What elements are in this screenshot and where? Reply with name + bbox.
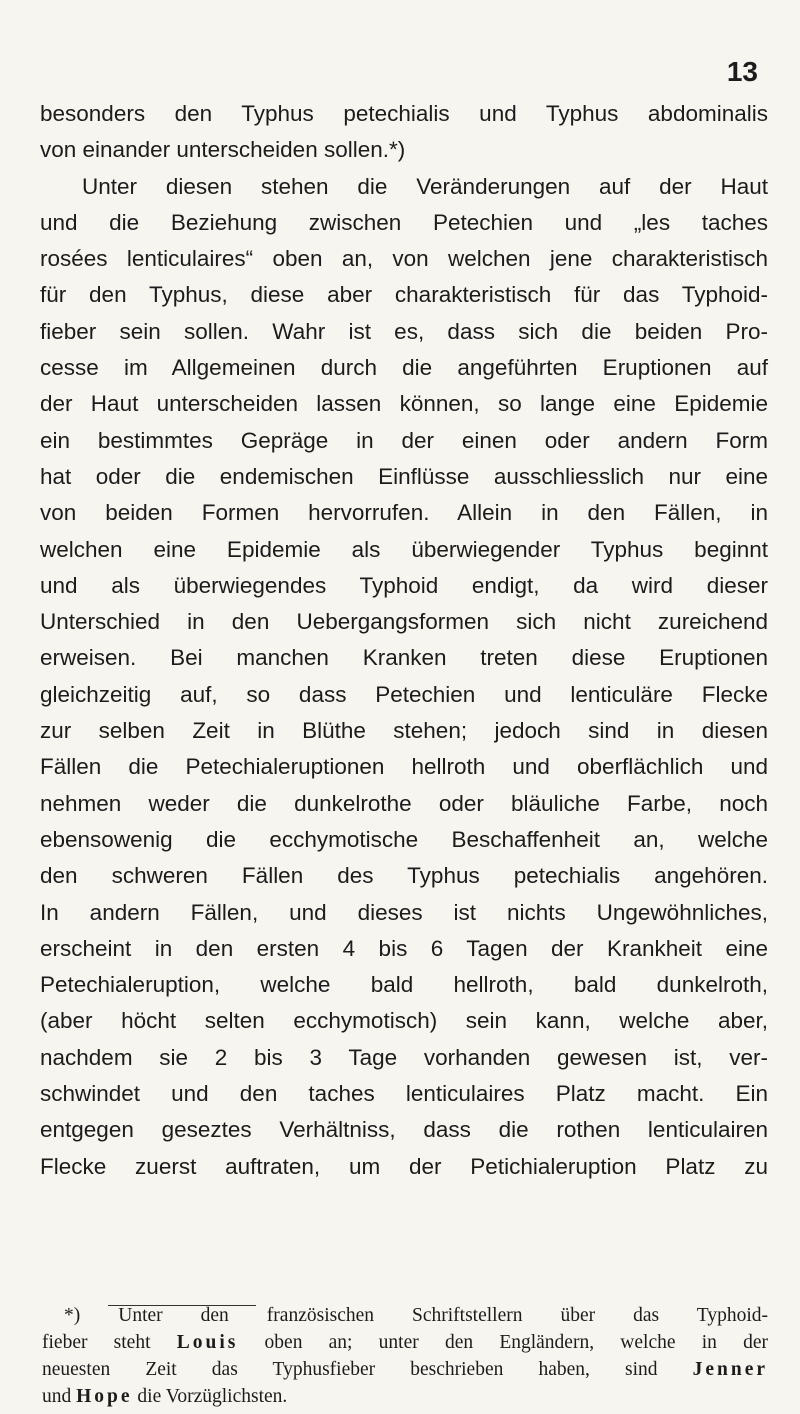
text-line: schwindet und den taches lenticulaires Platz macht. Ein <box>40 1081 768 1107</box>
footnote-text: neuesten Zeit das Typhusfieber beschrieben haben, sind <box>42 1359 693 1380</box>
text-line: Unterschied in den Uebergangsformen sich nicht zureichend <box>40 609 768 635</box>
body-text <box>40 96 768 1185</box>
text-line: Unter diesen stehen die Veränderungen auf der Haut <box>82 173 768 199</box>
footnote-text: oben an; unter den Engländern, welche in der <box>238 1332 768 1353</box>
text-line: ein bestimmtes Gepräge in der einen oder andern Form <box>40 427 768 453</box>
footnote-line: *) Unter den französischen Schriftstellern über das Typhoid- <box>64 1305 768 1326</box>
footnote-line <box>42 1356 768 1383</box>
text-line: entgegen geseztes Verhältniss, dass die rothen lenticulairen <box>40 1117 768 1143</box>
footnote <box>42 1302 768 1410</box>
text-line: nehmen weder die dunkelrothe oder bläuliche Farbe, noch <box>40 790 768 816</box>
text-line: hat oder die endemischen Einflüsse ausschliesslich nur eine <box>40 463 768 489</box>
text-line: zur selben Zeit in Blüthe stehen; jedoch sind in diesen <box>40 718 768 744</box>
text-line: nachdem sie 2 bis 3 Tage vorhanden gewesen ist, ver- <box>40 1044 768 1070</box>
text-line: Fällen die Petechialeruptionen hellroth und oberflächlich und <box>40 754 768 780</box>
text-line: und als überwiegendes Typhoid endigt, da wird dieser <box>40 572 768 598</box>
text-line: welchen eine Epidemie als überwiegender Typhus beginnt <box>40 536 768 562</box>
text-line: erweisen. Bei manchen Kranken treten diese Eruptionen <box>40 645 768 671</box>
footnote-line <box>42 1329 768 1356</box>
text-line: von beiden Formen hervorrufen. Allein in den Fällen, in <box>40 500 768 526</box>
author-name-hope: Hope <box>76 1386 133 1407</box>
text-line: und die Beziehung zwischen Petechien und „les taches <box>40 209 768 235</box>
text-line: von einander unterscheiden sollen.*) <box>40 137 406 163</box>
text-line: In andern Fällen, und dieses ist nichts Ungewöhnliches, <box>40 899 768 925</box>
text-line: besonders den Typhus petechialis und Typhus abdominalis <box>40 101 768 126</box>
text-line: für den Typhus, diese aber charakteristisch für das Typhoid- <box>40 282 768 308</box>
footnote-text: die Vorzüglichsten. <box>132 1386 288 1407</box>
text-line: der Haut unterscheiden lassen können, so lange eine Epidemie <box>40 391 768 417</box>
text-line: Flecke zuerst auftraten, um der Petichialeruption Platz zu <box>40 1153 768 1179</box>
text-line: (aber höcht selten ecchymotisch) sein kann, welche aber, <box>40 1008 768 1034</box>
text-line: ebensowenig die ecchymotische Beschaffenheit an, welche <box>40 826 768 852</box>
text-line: den schweren Fällen des Typhus petechialis angehören. <box>40 863 768 889</box>
footnote-line <box>42 1383 768 1410</box>
author-name-jenner: Jenner <box>692 1359 768 1380</box>
page-number: 13 <box>726 56 758 87</box>
text-line: cesse im Allgemeinen durch die angeführten Eruptionen auf <box>40 355 768 381</box>
footnote-text: und <box>42 1386 77 1407</box>
text-line: rosées lenticulaires“ oben an, von welchen jene charakteristisch <box>40 246 768 272</box>
text-line: Petechialeruption, welche bald hellroth, bald dunkelroth, <box>40 972 768 998</box>
author-name-louis: Louis <box>176 1332 239 1353</box>
text-line: erscheint in den ersten 4 bis 6 Tagen der Krankheit eine <box>40 935 768 961</box>
footnote-text: fieber steht <box>42 1332 177 1353</box>
text-line: gleichzeitig auf, so dass Petechien und lenticuläre Flecke <box>40 681 768 707</box>
text-line: fieber sein sollen. Wahr ist es, dass sich die beiden Pro- <box>40 318 768 344</box>
